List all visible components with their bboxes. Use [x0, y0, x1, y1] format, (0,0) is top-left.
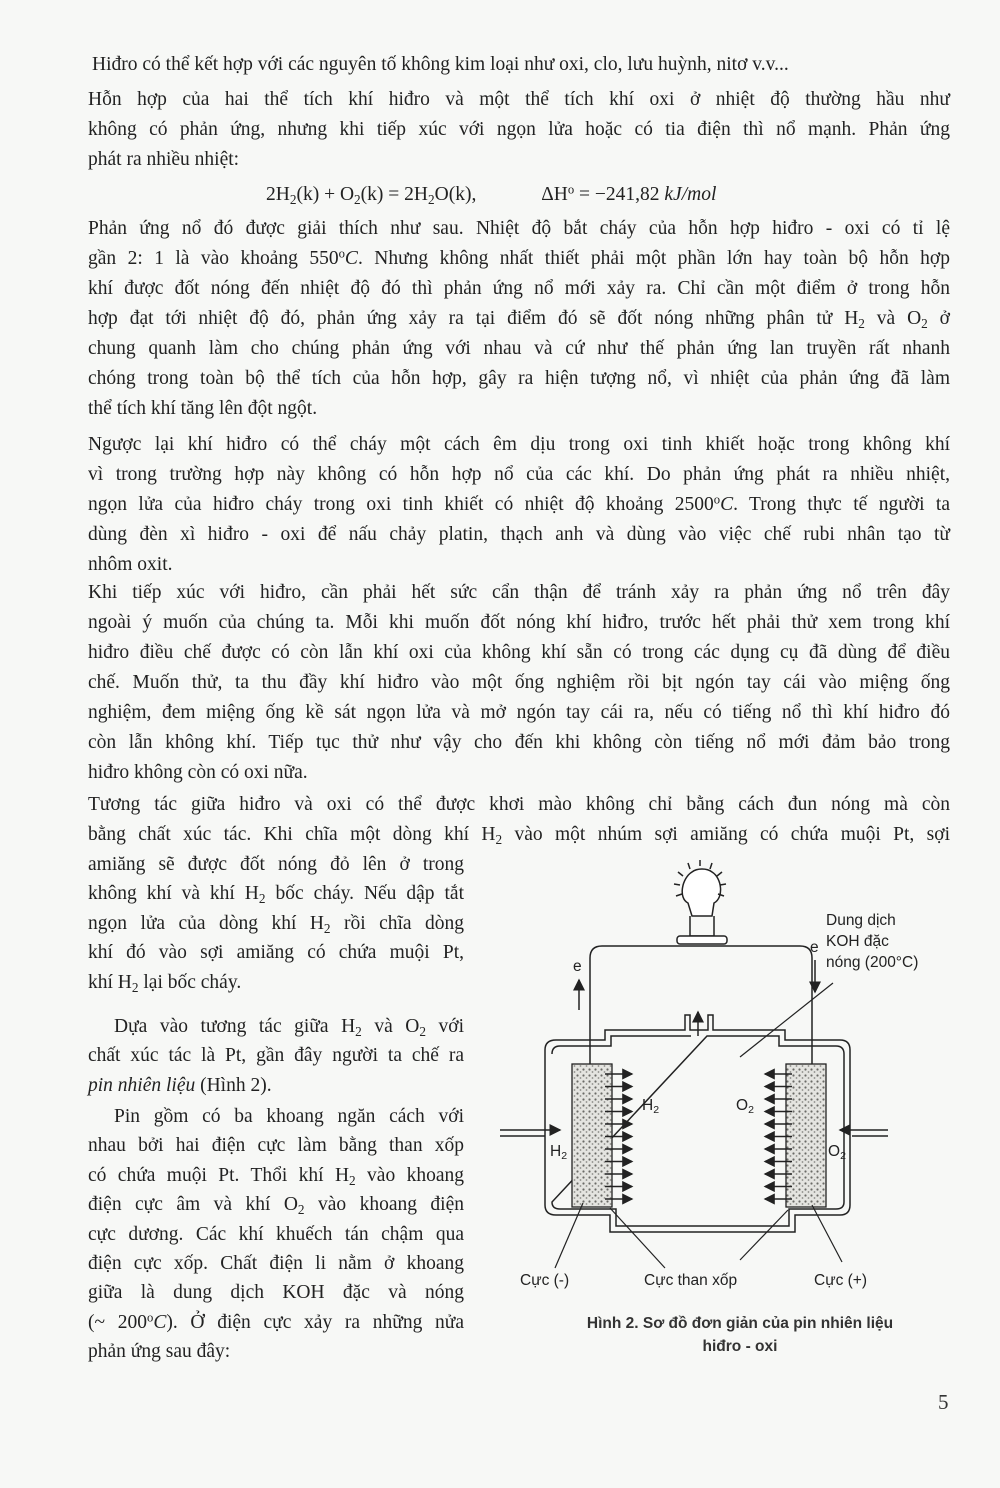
- text-line: Ngược lại khí hiđro có thể cháy một cách êm dịu trong oxi tinh khiết hoặc trong không khí: [88, 434, 950, 455]
- eq-subscript: 2: [428, 191, 435, 207]
- superscript: o: [338, 246, 345, 261]
- subscript: 2: [258, 891, 266, 907]
- subscript: 2: [748, 1104, 754, 1117]
- text-span: (~ 200: [88, 1311, 147, 1333]
- light-bulb-icon: [674, 860, 727, 944]
- label-part: H: [642, 1097, 654, 1114]
- text-line: Hiđro có thể kết hợp với các nguyên tố không kim loại như oxi, clo, lưu huỳnh, nitơ v.v...: [92, 54, 789, 75]
- text-span: . Nhưng không nhất thiết phải một phần lớn hay toàn bộ hỗn hợp: [357, 248, 950, 269]
- koh-solution-label: [826, 910, 918, 973]
- label-line: Dung dịch: [826, 912, 896, 929]
- text-line: nhôm oxit.: [88, 554, 173, 575]
- text-span: Dựa vào tương tác giữa H: [114, 1016, 356, 1037]
- text-line: chất xúc tác là Pt, gần đây người ta chế ra: [88, 1045, 464, 1067]
- text-span: điện cực âm và khí O: [88, 1194, 298, 1216]
- subscript: 2: [840, 1150, 846, 1163]
- text-span: khí H: [88, 971, 132, 993]
- eq-part: (k) + O: [296, 184, 355, 205]
- text-line: amiăng sẽ được đốt nóng đỏ lên ở trong: [88, 854, 464, 875]
- unit: C: [153, 1311, 167, 1333]
- eq-part: 2H: [266, 184, 290, 205]
- page-number: 5: [938, 1390, 949, 1414]
- text-line: Pin gồm có ba khoang ngăn cách với: [114, 1106, 464, 1127]
- text-line: vì trong trường hợp này không có hỗn hợp nổ của các khí. Do phản ứng phát ra nhiều nhiệt,: [88, 464, 950, 485]
- text-line: Khi tiếp xúc với hiđro, cần phải hết sức cẩn thận để tránh xảy ra phản ứng nổ trên đây: [88, 582, 950, 603]
- text-span: lại bốc cháy.: [138, 971, 242, 993]
- text-line: giữa là dung dịch KOH đặc và nóng: [88, 1282, 464, 1304]
- text-line: Tương tác giữa hiđro và oxi có thể được khơi mào không chỉ bằng cách đun nóng mà còn: [88, 794, 950, 815]
- text-line: khí được đốt nóng đến nhiệt độ đó thì phản ứng nổ mới xảy ra. Chỉ cần một điểm ở trong hỗn: [88, 278, 950, 299]
- subscript: 2: [653, 1104, 660, 1117]
- subscript: 2: [858, 315, 865, 331]
- text-span: ở: [927, 308, 950, 329]
- text-line: chung quanh làm cho chúng phản ứng với nhau và cứ như thế phản ứng lan truyền rất nhanh: [88, 338, 950, 359]
- caption-line: hiđro - oxi: [702, 1338, 778, 1355]
- eq-superscript: o: [567, 182, 575, 197]
- text-span: bốc cháy. Nếu dập tắt: [265, 883, 464, 905]
- subscript: 2: [495, 831, 503, 847]
- eq-part: O(k),: [434, 184, 477, 205]
- eq-unit: kJ/mol: [664, 184, 717, 205]
- text-span: ). Ở điện cực xảy ra những nửa: [166, 1311, 465, 1333]
- label-line: KOH đặc: [826, 933, 889, 950]
- h2-inlet-arrow: [500, 1130, 560, 1136]
- carbon-electrode-label: Cực than xốp: [644, 1272, 738, 1289]
- subscript: 2: [323, 920, 331, 936]
- text-span: rồi chĩa dòng: [330, 912, 465, 934]
- positive-electrode-label: Cực (+): [814, 1272, 868, 1289]
- label-part: O: [828, 1143, 841, 1160]
- subscript: 2: [297, 1202, 305, 1218]
- text-span: và O: [864, 308, 922, 329]
- negative-electrode-label: Cực (-): [520, 1272, 570, 1289]
- unit: C: [720, 494, 734, 515]
- text-line: khí đó vào sợi amiăng có chứa muội Pt,: [88, 942, 464, 964]
- text-span: với: [425, 1016, 464, 1037]
- text-span: ngọn lửa của dòng khí H: [88, 912, 324, 934]
- eq-subscript: 2: [354, 191, 361, 207]
- text-span: (Hình 2).: [195, 1074, 272, 1096]
- text-line: phản ứng sau đây:: [88, 1341, 231, 1363]
- text-line: không có phản ứng, nhưng khi tiếp xúc với ngọn lửa hoặc có tia điện thì nổ mạnh. Phản ứng: [88, 119, 950, 140]
- caption-line: Hình 2. Sơ đồ đơn giản của pin nhiên liệu: [586, 1315, 894, 1332]
- text-line: chế. Muốn thử, ta thu đầy khí hiđro vào một ống nghiệm rồi bịt ngón tay cái vào miệng ống: [88, 672, 950, 693]
- text-span: bằng chất xúc tác. Khi chĩa một dòng khí H: [88, 824, 496, 845]
- external-circuit-wire: [590, 946, 812, 1078]
- text-span: hợp đạt tới nhiệt độ đó, phản ứng xảy ra tại điểm đó sẽ đốt nóng những phân tử H: [88, 308, 859, 329]
- eq-part: = −241,82: [574, 184, 665, 205]
- text-line: phát ra nhiều nhiệt:: [88, 149, 240, 170]
- o2-inlet-arrow: [840, 1130, 888, 1136]
- text-span: vào một nhúm sợi amiăng có chứa muội Pt, sợi: [502, 824, 950, 845]
- text-span: vào khoang: [355, 1164, 465, 1186]
- text-line: cực dương. Các khí khuếch tán chậm qua: [88, 1223, 464, 1245]
- text-span: gần 2: 1 là vào khoảng 550: [88, 248, 339, 269]
- subscript: 2: [349, 1172, 356, 1188]
- text-span: . Trong thực tế người ta: [733, 494, 951, 515]
- o2-gas-label: [736, 1097, 754, 1115]
- text-line: Hỗn hợp của hai thể tích khí hiđro và một thể tích khí oxi ở nhiệt độ thường hầu như: [88, 89, 950, 110]
- text-span: ngọn lửa của hiđro cháy trong oxi tinh khiết có nhiệt độ khoảng 2500: [88, 494, 714, 515]
- text-line: hiđro không còn có oxi nữa.: [88, 762, 308, 783]
- eq-subscript: 2: [289, 191, 297, 207]
- text-line: thể tích khí tăng lên đột ngột.: [88, 398, 318, 419]
- text-span: và O: [361, 1016, 420, 1037]
- text-span: có chứa muội Pt. Thổi khí H: [88, 1164, 350, 1186]
- text-line: dùng đèn xì hiđro - oxi để nấu chảy platin, thạch anh và dùng vào việc chế rubi nhân tạo từ: [88, 524, 950, 545]
- label-pointer-lines: [555, 1203, 842, 1268]
- text-line: ngoài ý muốn của chúng ta. Mỗi khi muốn đốt nóng khí hiđro, trước hết phải thử xem trong khí: [88, 612, 950, 633]
- eq-part: (k) = 2H: [360, 184, 428, 205]
- superscript: o: [713, 492, 721, 507]
- subscript: 2: [131, 979, 139, 995]
- positive-electrode: [786, 1064, 826, 1207]
- label-part: H: [550, 1143, 562, 1160]
- text-line: Phản ứng nổ đó được giải thích như sau. Nhiệt độ bắt cháy của hỗn hợp hiđro - oxi có tỉ lệ: [88, 218, 950, 239]
- figure-caption: [560, 1312, 920, 1358]
- eq-part: ΔH: [541, 184, 568, 205]
- electron-label-right: e: [810, 939, 819, 956]
- unit: C: [344, 248, 358, 269]
- h2-gas-label: [642, 1097, 659, 1115]
- label-line: nóng (200°C): [826, 954, 919, 971]
- subscript: 2: [921, 315, 928, 331]
- text-line: nghiệm, đem miệng ống kề sát ngọn lửa và mở ngón tay cái ra, nếu có tiếng nổ thì khí hiđro đó: [88, 702, 950, 723]
- subscript: 2: [419, 1023, 426, 1039]
- negative-electrode: [572, 1064, 612, 1207]
- text-line: còn lẫn không khí. Tiếp tục thử như vậy cho đến khi không còn tiếng nổ mới đảm bảo trong: [88, 732, 950, 753]
- subscript: 2: [561, 1150, 568, 1163]
- superscript: o: [147, 1310, 154, 1325]
- label-part: O: [736, 1097, 749, 1114]
- o2-inlet-label: [828, 1143, 846, 1161]
- italic-term: pin nhiên liệu: [88, 1074, 196, 1096]
- subscript: 2: [355, 1023, 362, 1039]
- text-line: nhau bởi hai điện cực làm bằng than xốp: [88, 1135, 464, 1157]
- h2-inlet-label: [550, 1143, 567, 1161]
- text-line: chóng trong toàn bộ thể tích của hỗn hợp, gây ra hiện tượng nổ, vì nhiệt của phản ứng đã làm: [88, 368, 950, 389]
- text-span: vào khoang điện: [304, 1194, 464, 1216]
- text-span: không khí và khí H: [88, 883, 259, 905]
- text-line: hiđro điều chế được có còn lẫn khí oxi của không khí sẵn có trong các dụng cụ đã dùng để điều: [88, 642, 950, 663]
- text-line: điện cực xốp. Chất điện li nằm ở khoang: [88, 1253, 464, 1275]
- electron-label-left: e: [573, 958, 582, 975]
